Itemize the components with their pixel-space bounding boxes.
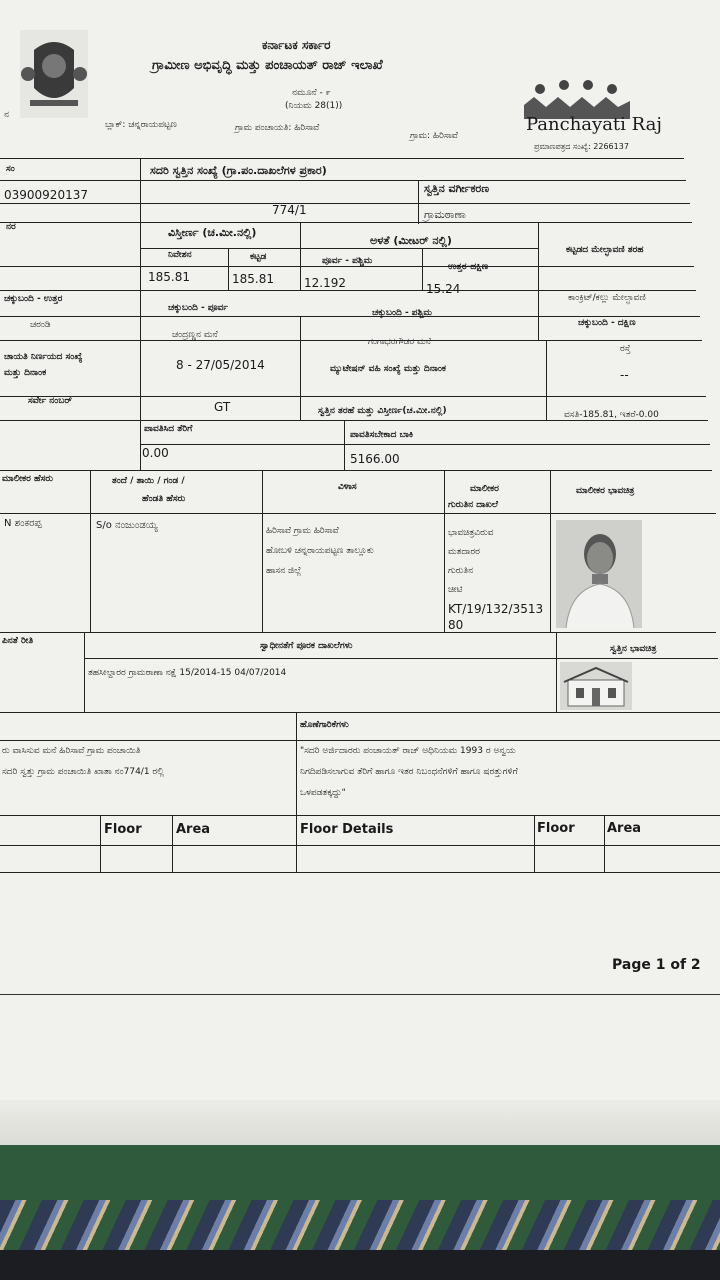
liabilities-right-line3: ಒಳಪಡತಕ್ಕದ್ದು" [300,788,346,798]
east-boundary-value: ಚಂದ್ರಣ್ಣನ ಮನೆ [172,330,218,340]
owner-name-label: ಮಾಲೀಕರ ಹೆಸರು [2,474,54,484]
address-line1: ಹಿರಿಸಾವೆ ಗ್ರಾಮ ಹಿರಿಸಾವೆ [266,526,339,536]
taluk-text: ಬ್ಲಾಕ್: ಚನ್ನರಾಯಪಟ್ಟಣ [105,120,177,130]
resolution-value: 8 - 27/05/2014 [176,358,265,372]
address-label: ವಿಳಾಸ [338,482,357,492]
building-label: ಕಟ್ಟಡ [250,252,267,262]
karnataka-emblem-icon [20,30,88,118]
owner-id-line6: 80 [448,618,464,632]
property-number-value: 774/1 [272,203,307,217]
owner-photo [556,520,642,628]
roof-label: ಕಟ್ಟಡದ ಮೇಲ್ಛಾವಣಿ ತರಹ [566,245,644,255]
govt-title: ಕರ್ನಾಟಕ ಸರ್ಕಾರ [262,38,331,52]
panchayati-raj-text: Panchayati Raj [526,114,662,135]
tax-paid-value: 0.00 [142,446,169,460]
address-line2: ಹೋಬಳಿ ಚನ್ನರಾಯಪಟ್ಟಣ ತಾಲ್ಲೂಕು [266,546,374,556]
owner-id-line2: ಮತದಾರರ [448,547,480,557]
liabilities-left-line1: ರು ವಾಸಿಸುವ ಮನೆ ಹಿರಿಸಾವೆ ಗ್ರಾಮ ಪಂಚಾಯಿತಿ [2,746,141,756]
property-type-value: ವಸತಿ-185.81, ಇತರೆ-0.00 [564,410,659,420]
owner-id-line4: ಚೀಟಿ [448,585,463,595]
left-label: ನರ [6,222,16,232]
property-number-label: ಸದರಿ ಸ್ವತ್ತಿನ ಸಂಖ್ಯೆ (ಗ್ರಾ.ಪಂ.ದಾಖಲೆಗಳ ಪ್ರಕಾರ) [150,164,327,177]
page-number: Page 1 of 2 [612,957,701,973]
owner-name-value: N ಶಂಕರಪ್ಪ [4,518,42,529]
mutation-label: ಮ್ಯುಟೇಷನ್ ವಹಿ ಸಂಖ್ಯೆ ಮತ್ತು ದಿನಾಂಕ [330,364,446,374]
property-type-label: ಸ್ವತ್ತಿನ ತರಹೆ ಮತ್ತು ವಿಸ್ತೀರ್ಣ(ಚ.ಮೀ.ನಲ್ಲಿ) [318,406,447,416]
supporting-docs-label: ಸ್ವಾಧೀನತೆಗೆ ಪೂರಕ ದಾಖಲೆಗಳು [260,641,353,651]
area-header-2: Area [607,821,642,836]
west-boundary-label: ಚಕ್ಕುಬಂದಿ - ಪಶ್ಚಿಮ [372,308,432,318]
liabilities-label: ಹೊಣೆಗಾರಿಕೆಗಳು [300,720,349,730]
parent-label-line2: ಹೆಂಡತಿ ಹೆಸರು [142,494,186,504]
east-boundary-label: ಚಕ್ಕುಬಂದಿ - ಪೂರ್ವ [168,303,228,313]
roof-value: ಕಾಂಕ್ರಿಟ್/ಕಲ್ಲು ಮೇಲ್ಛಾವಣಿ [568,293,646,303]
mutation-value: -- [620,368,629,382]
resolution-label-line2: ಮತ್ತು ದಿನಾಂಕ [4,368,47,378]
rule-number: (ನಿಯಮ 28(1)) [285,101,343,111]
owner-id-line1: ಭಾವಚಿತ್ರವಿರುವ [448,528,494,538]
parent-name-value: S/o ನಂಜುಂಡಯ್ಯ [96,520,158,531]
liabilities-right-line1: "ಸದರಿ ಅರ್ಜಿದಾರರು ಪಂಚಾಯತ್ ರಾಜ್ ಅಧಿನಿಯಮ 1993 ರ ಅನ್ವಯ [300,746,516,756]
north-boundary-value: ಚರಂಡಿ [30,320,51,330]
dept-title: ಗ್ರಾಮೀಣ ಅಭಿವೃದ್ಧಿ ಮತ್ತು ಪಂಚಾಯತ್ ರಾಜ್ ಇಲಾಖೆ [152,58,383,73]
east-west-label: ಪೂರ್ವ - ಪಶ್ಚಿಮ [322,256,373,266]
owner-photo-label: ಮಾಲೀಕರ ಭಾವಚಿತ್ರ [576,486,635,496]
building-value: 185.81 [232,272,274,286]
village-text: ಗ್ರಾಮ: ಹಿರಿಸಾವೆ [410,131,458,141]
property-class-value: ಗ್ರಾಮಠಾಣಾ [424,208,466,221]
survey-value: GT [214,400,231,414]
owner-id-line3: ಗುರುತಿನ [448,566,474,576]
north-boundary-label: ಚಕ್ಕುಬಂದಿ - ಉತ್ತರ [4,294,63,304]
south-boundary-label: ಚಕ್ಕುಬಂದಿ - ದಕ್ಷಿಣ [578,318,636,328]
parent-label-line1: ತಂದೆ / ತಾಯಿ / ಗಂಡ / [112,476,185,486]
tax-paid-label: ಪಾವತಿಸಿದ ತೆರಿಗೆ [144,424,193,434]
property-photo-label: ಸ್ವತ್ತಿನ ಭಾವಚಿತ್ರ [610,644,657,654]
gp-text: ಗ್ರಾಮ ಪಂಚಾಯತಿ: ಹಿರಿಸಾವೆ [235,123,320,133]
liabilities-right-line2: ನಿಗದಿಪಡಿಸಲಾಗುವ ತೆರಿಗೆ ಹಾಗೂ ಇತರ ನಿಬಂಧನೆಗಳಿಗೆ ಹಾಗೂ ಷರತ್ತುಗಳಿಗೆ [300,767,518,777]
tax-due-label: ಪಾವತಿಸಬೇಕಾದ ಬಾಕಿ [350,430,414,440]
floor-header-1: Floor [104,822,142,837]
site-label: ನಿವೇಶನ [168,250,192,260]
supporting-docs-value: ತಹಸೀಲ್ದಾರರ ಗ್ರಾಮಠಾಣಾ ನಕ್ಷೆ 15/2014-15 04/07/2014 [88,668,287,678]
owner-id-label-line2: ಗುರುತಿನ ದಾಖಲೆ [448,500,498,510]
property-photo [560,662,632,710]
owner-id-line5: KT/19/132/3513 [448,602,544,616]
liabilities-left-line2: ಸದರಿ ಸ್ವತ್ತು ಗ್ರಾಮ ಪಂಚಾಯಿತಿ ಖಾತಾ ನಂ774/1 ರಲ್ಲಿ [2,767,164,777]
acquisition-label: ಪಿನತೆ ರೀತಿ [2,636,34,646]
area-label: ವಿಸ್ತೀರ್ಣ (ಚ.ಮೀ.ನಲ್ಲಿ) [168,226,257,239]
dimension-label: ಅಳತೆ (ಮೀಟರ್ ನಲ್ಲಿ) [370,234,452,247]
owner-id-label-line1: ಮಾಲೀಕರ [470,484,499,494]
property-id-value: 03900920137 [4,188,88,202]
north-south-label: ಉತ್ತರ-ದಕ್ಷಿಣ [448,262,489,272]
paper-stack-edge [0,1100,720,1145]
floor-details-header: Floor Details [300,822,394,837]
resolution-label-line1: ಚಾಯತಿ ನಿರ್ಣಯದ ಸಂಖ್ಯೆ [4,352,83,362]
north-south-value: 15.24 [426,282,461,296]
edge-mark: ನ [4,110,10,120]
floor-header-2: Floor [537,821,575,836]
site-value: 185.81 [148,270,190,284]
west-boundary-value: ಗಂಗಾಧರಗೌಡರ ಮನೆ [368,337,431,347]
tax-due-value: 5166.00 [350,452,400,466]
property-class-label: ಸ್ವತ್ತಿನ ವರ್ಗೀಕರಣ [424,182,490,195]
col1-label: ಸಂ [6,164,15,174]
survey-label: ಸರ್ವೇ ನಂಬರ್ [28,396,73,406]
south-boundary-value: ರಸ್ತೆ [620,344,631,354]
area-header-1: Area [176,822,211,837]
certificate-number: ಪ್ರಮಾಣಪತ್ರದ ಸಂಖ್ಯೆ: 2266137 [534,142,629,151]
fabric-background [0,1200,720,1280]
form-number: ನಮೂನೆ - ೯ [292,88,331,98]
east-west-value: 12.192 [304,276,346,290]
address-line3: ಹಾಸನ ಜಿಲ್ಲೆ [266,566,302,576]
